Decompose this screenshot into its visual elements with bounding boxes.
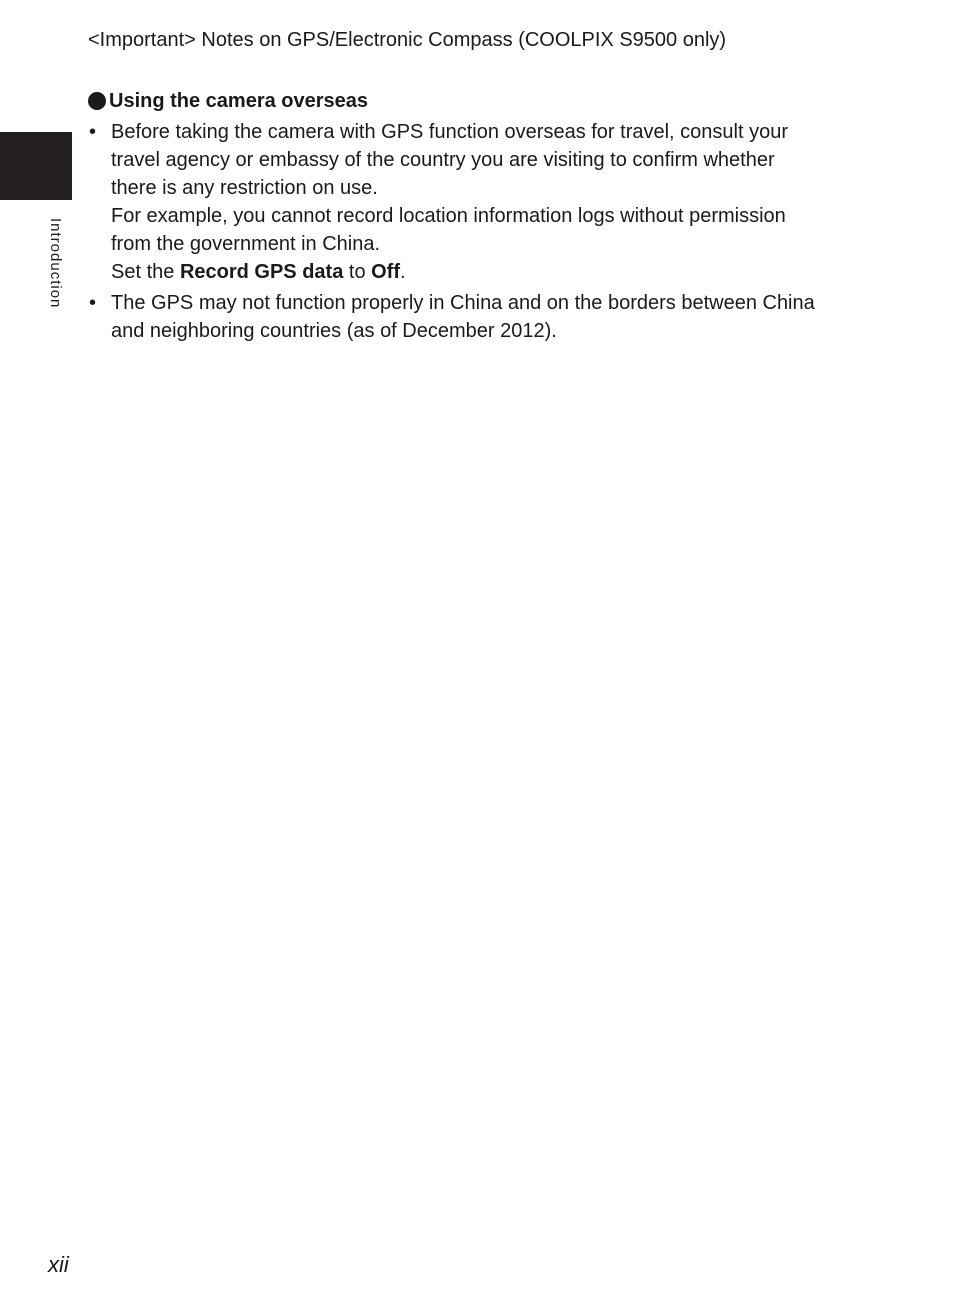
paragraph-line: Before taking the camera with GPS function overseas for travel, consult your [111, 121, 788, 143]
page-number: xii [48, 1252, 69, 1277]
paragraph-line: there is any restriction on use. [111, 177, 378, 199]
instruction-middle: to [343, 261, 372, 283]
paragraph-line: For example, you cannot record location information logs without permission [111, 205, 786, 227]
paragraph-line: The GPS may not function properly in China and on the borders between China [111, 292, 815, 314]
bullet-icon: • [89, 292, 97, 314]
bullet-icon: • [89, 121, 97, 143]
running-header-title: <Important> Notes on GPS/Electronic Compass (COOLPIX S9500 only) [88, 29, 727, 51]
paragraph-line: travel agency or embassy of the country you are visiting to confirm whether [111, 149, 775, 171]
section-heading [88, 87, 878, 115]
list-item [88, 289, 878, 345]
section-tab-label: Introduction [47, 218, 64, 309]
overseas-section [88, 87, 878, 348]
list-item [88, 118, 878, 286]
section-heading-text: Using the camera overseas [109, 90, 369, 112]
setting-value: Off [371, 261, 401, 283]
bullet-list [88, 118, 878, 345]
setting-instruction [111, 258, 878, 286]
filled-circle-icon [88, 92, 106, 110]
paragraph-line: and neighboring countries (as of December 2012). [111, 320, 557, 342]
instruction-suffix: . [400, 261, 406, 283]
setting-name: Record GPS data [179, 261, 344, 283]
paragraph-line: from the government in China. [111, 233, 381, 255]
instruction-prefix: Set the [111, 261, 180, 283]
section-tab-marker [0, 132, 72, 200]
